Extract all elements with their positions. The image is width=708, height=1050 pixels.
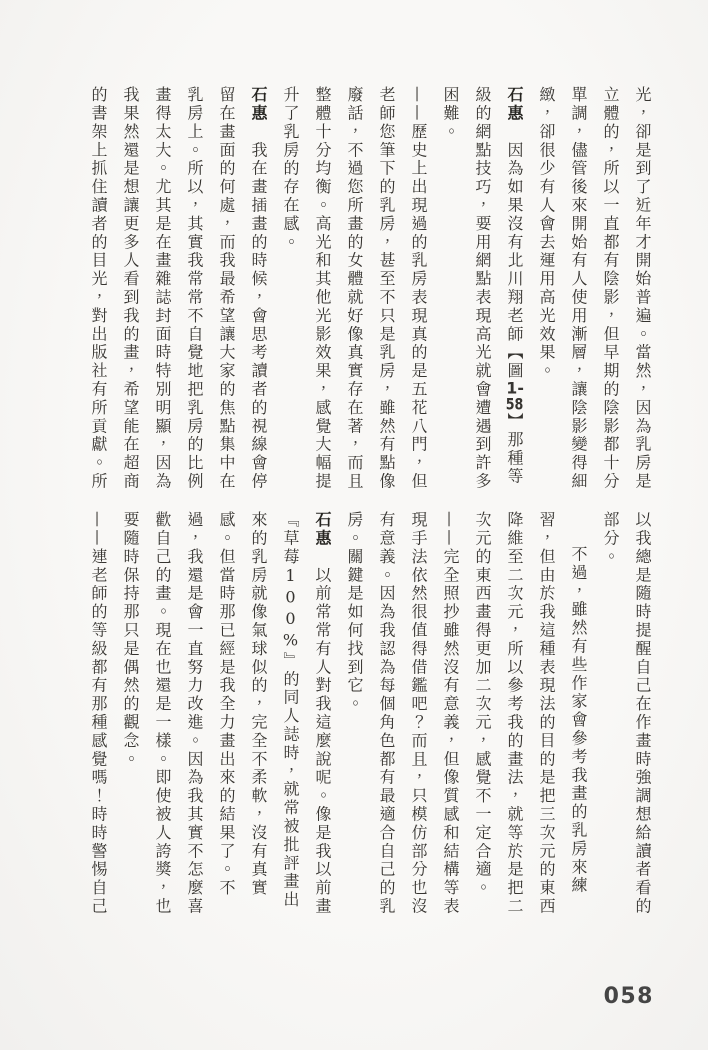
- paragraph-text: 】那種等級的網點技巧，要用網點表現高光就會遭遇到許多困難。: [441, 86, 524, 491]
- speaker-name: 石惠: [505, 86, 524, 123]
- speaker-name: 石惠: [313, 511, 332, 548]
- paragraph-continuation: 光，卻是到了近年才開始普遍。當然，因為乳房是立體的，所以一直都有陰影，但早期的陰影都十分單調，儘管後來開始有人使用漸層，讓陰影變得細緻，卻很少有人會去運用高光效果。: [537, 86, 652, 491]
- paragraph: 不過，雖然有些作家會參考我畫的乳房來練習，但由於我這種表現法的目的是把三次元的東西降維至二次元，所以參考我的畫法，就等於是把二次元的東西畫得更加二次元，感覺不一定合適。: [473, 511, 588, 916]
- page-number: 058: [603, 984, 654, 1009]
- interview-text-top: [82, 86, 658, 492]
- paragraph-text: 以前常常有人對我這麼說呢。像是我以前畫『草莓: [281, 511, 332, 916]
- paragraph-text: 因為如果沒有北川翔老師【圖: [505, 141, 524, 381]
- paragraph-text: 我在畫插畫的時候，會思考讀者的視線會停留在畫面的何處，而我最希望讓大家的焦點集中在乳房上。所以，其實我常常不自覺地把乳房的比例畫得太大。尤其是在畫雜誌封面時特別明顯，因為我果然還是想讓更多人看到我的畫，希望能在超商的書架上抓住讀者的目光，對出版社有所貢獻。所: [89, 86, 268, 491]
- paragraph-interviewer-question: ——連老師的等級都有那種感覺嗎！時時警惕自己: [89, 511, 108, 916]
- interview-text-bottom: [82, 511, 658, 917]
- paragraph-interviewer-question: ——完全照抄雖然沒有意義，但像質感和結構等表現手法依然很值得借鑑吧？而且，只模仿部分也沒有意義。因為我認為每個角色都有最適合自己的乳房。關鍵是如何找到它。: [345, 511, 460, 916]
- paragraph-interviewer-question: ——歷史上出現過的乳房表現真的是五花八門，但老師您筆下的乳房，甚至不只是乳房，雖然有點像廢話，不過您所畫的女體就好像真實存在著，而且整體十分均衡。高光和其他光影效果，感覺大幅提升了乳房的存在感。: [281, 86, 428, 491]
- figure-number: 58: [505, 396, 524, 413]
- paragraph-speaker-answer: [114, 511, 338, 917]
- speaker-name: 石惠: [249, 86, 268, 123]
- paragraph-speaker-answer: [434, 86, 530, 492]
- paragraph-continuation: 以我總是隨時提醒自己在作畫時強調想給讀者看的部分。: [601, 511, 652, 916]
- figure-number: 1-: [506, 380, 524, 397]
- paragraph-speaker-answer: [82, 86, 274, 492]
- title-number: 100%: [281, 566, 300, 652]
- paragraph-text: 』的同人誌時，就常被批評畫出來的乳房就像氣球似的，完全不柔軟，沒有真實感。但當時那已經是我全力畫出來的結果了。不過，我還是會一直努力改進。因為我其實不怎麼喜歡自己的畫。現在也還是一樣。即使被人誇獎，也要隨時保持那只是偶然的觀念。: [121, 511, 300, 916]
